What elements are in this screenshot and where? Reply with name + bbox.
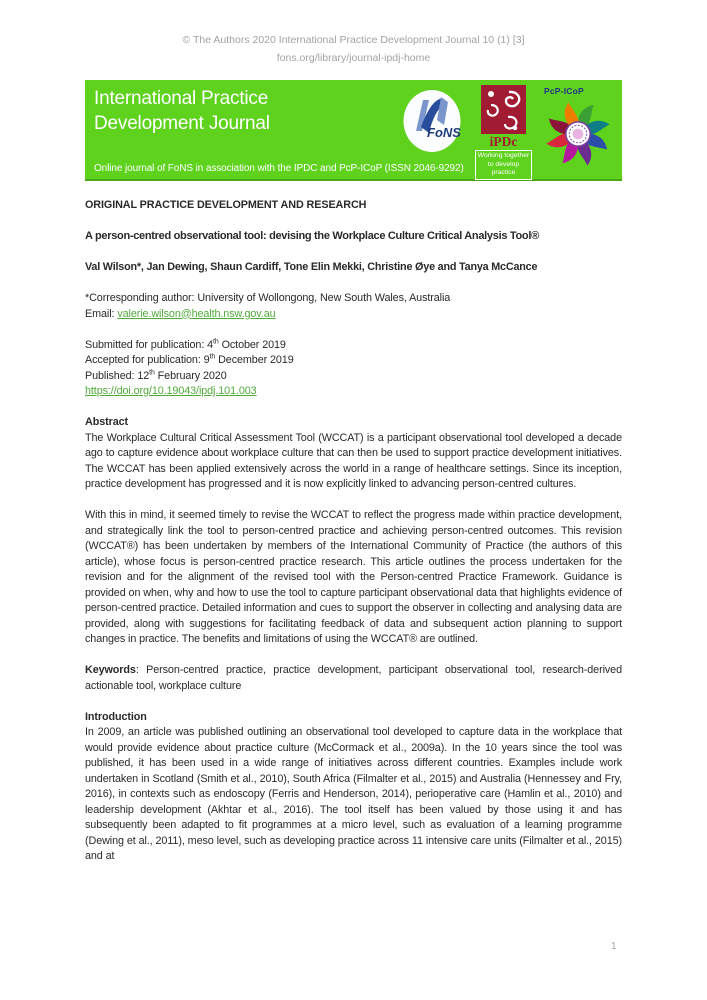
doi-link[interactable]: https://doi.org/10.19043/ipdj.101.003	[85, 385, 257, 397]
article-authors: Val Wilson*, Jan Dewing, Shaun Cardiff, Tone Elin Mekki, Christine Øye and Tanya McCance	[85, 261, 538, 273]
submitted-ordinal: th	[213, 337, 219, 345]
introduction-paragraph: In 2009, an article was published outlining an observational tool developed to capture data in the workplace that would provide evidence about practice culture (McCormack et al., 2009a). In the 10 years since the tool was published, it has been used in a wide range of initiatives across different countries. Examples include work undertaken in Scotland (Smith et al., 2010), South Africa (Filmalter et al., 2015) and Australia (Hennessey and Fry, 2016), in contexts such as endoscopy (Ferris and Henderson, 2014), perioperative care (Hamlin et al., 2010) and leadership development (Akhtar et al., 2016). The tool itself has been valued by those using it and has subsequently been adapted to fit programmes at a micro level, such as evaluation of a learning programme (Dewing et al., 2011), meso level, such as developing practice across 11 intensive care units (Filmalter et al., 2015) and at	[85, 726, 622, 862]
pcp-icop-label: PcP-ICoP	[544, 86, 584, 96]
corresponding-author: *Corresponding author: University of Wollongong, New South Wales, Australia	[85, 292, 451, 304]
fons-logo	[403, 89, 461, 153]
fons-logo-icon	[403, 89, 461, 153]
ipdc-logo	[475, 85, 532, 180]
submitted-date: October 2019	[218, 338, 286, 351]
corresponding-block	[85, 291, 622, 322]
pcp-pinwheel-icon	[543, 97, 613, 171]
banner-tagline: Online journal of FoNS in association with the IPDC and PcP-ICoP (ISSN 2046-9292)	[94, 163, 464, 174]
page-number: 1	[611, 941, 617, 952]
keywords-label: Keywords	[85, 664, 136, 676]
journal-home-url: fons.org/library/journal-ipdj-home	[276, 52, 431, 64]
accepted-line	[85, 353, 622, 369]
submitted-line	[85, 338, 622, 354]
fons-label: FoNS	[427, 125, 461, 140]
journal-title-line1: International Practice	[94, 88, 269, 109]
email-label: Email:	[85, 307, 118, 320]
accepted-date: December 2019	[215, 354, 294, 366]
abstract-paragraph-2: With this in mind, it seemed timely to revise the WCCAT to reflect the progress made within practice development, and strategically link the tool to person-centred practice and achieving person-centred outcomes. This revision (WCCAT®) has been undertaken by members of the International Community of Practice (the authors of this article), whose focus is person-centred practice research. This article outlines the process undertaken for the revision and for the alignment of the revised tool with the Person-centred Practice Framework. Guidance is provided on when, why and how to use the tool to capture participant observational data that highlights evidence of person-centred practice. Detailed information and cues to support the observer in collecting and analysing data are provided, along with suggestions for facilitating feedback of data and subsequent action planning to support changes in practice. The benefits and limitations of using the WCCAT® are outlined.	[85, 509, 622, 645]
journal-title-line2: Development Journal	[94, 112, 270, 134]
accepted-text: Accepted for publication: 9	[85, 354, 210, 366]
ipdc-tagline-line1: Working together	[477, 152, 530, 159]
published-ordinal: th	[149, 368, 155, 376]
journal-title	[94, 87, 270, 136]
ipdc-tagline-line2: to develop practice	[487, 160, 520, 177]
keywords	[85, 663, 622, 694]
abstract-paragraph-1: The Workplace Cultural Critical Assessment Tool (WCCAT) is a participant observational tool developed a decade ago to capture evidence about workplace culture that can then be used to support practice development initiatives. The WCCAT has been applied extensively across the world in a range of healthcare settings. Since its inception, practice development has progressed and it is now explicitly linked to advancing person-centred cultures.	[85, 431, 622, 490]
copyright-line: © The Authors 2020 International Practice Development Journal 10 (1) [3]	[182, 34, 525, 46]
section-label: ORIGINAL PRACTICE DEVELOPMENT AND RESEARCH	[85, 199, 367, 211]
ipdc-koru-icon	[481, 85, 526, 134]
published-line	[85, 369, 622, 385]
published-date: February 2020	[154, 369, 227, 382]
abstract-heading: Abstract	[85, 416, 128, 428]
publication-dates	[85, 338, 622, 400]
ipdc-tagline	[475, 150, 532, 180]
introduction-heading: Introduction	[85, 710, 147, 723]
ipdc-label: iPDc	[489, 134, 518, 149]
journal-banner	[85, 80, 622, 181]
published-text: Published: 12	[85, 369, 150, 382]
article-title: A person-centred observational tool: devising the Workplace Culture Critical Analysis Tool®	[85, 230, 539, 242]
accepted-ordinal: th	[209, 353, 216, 361]
article-body	[85, 198, 622, 865]
page-header	[0, 0, 707, 67]
pcp-icop-logo	[540, 86, 616, 171]
email-line	[85, 307, 622, 323]
keywords-text: : Person-centred practice, practice development, participant observational tool, research-derived actionable tool, workplace culture	[85, 664, 622, 692]
submitted-text: Submitted for publication: 4	[85, 338, 214, 351]
email-link[interactable]: valerie.wilson@health.nsw.gov.au	[117, 307, 276, 320]
